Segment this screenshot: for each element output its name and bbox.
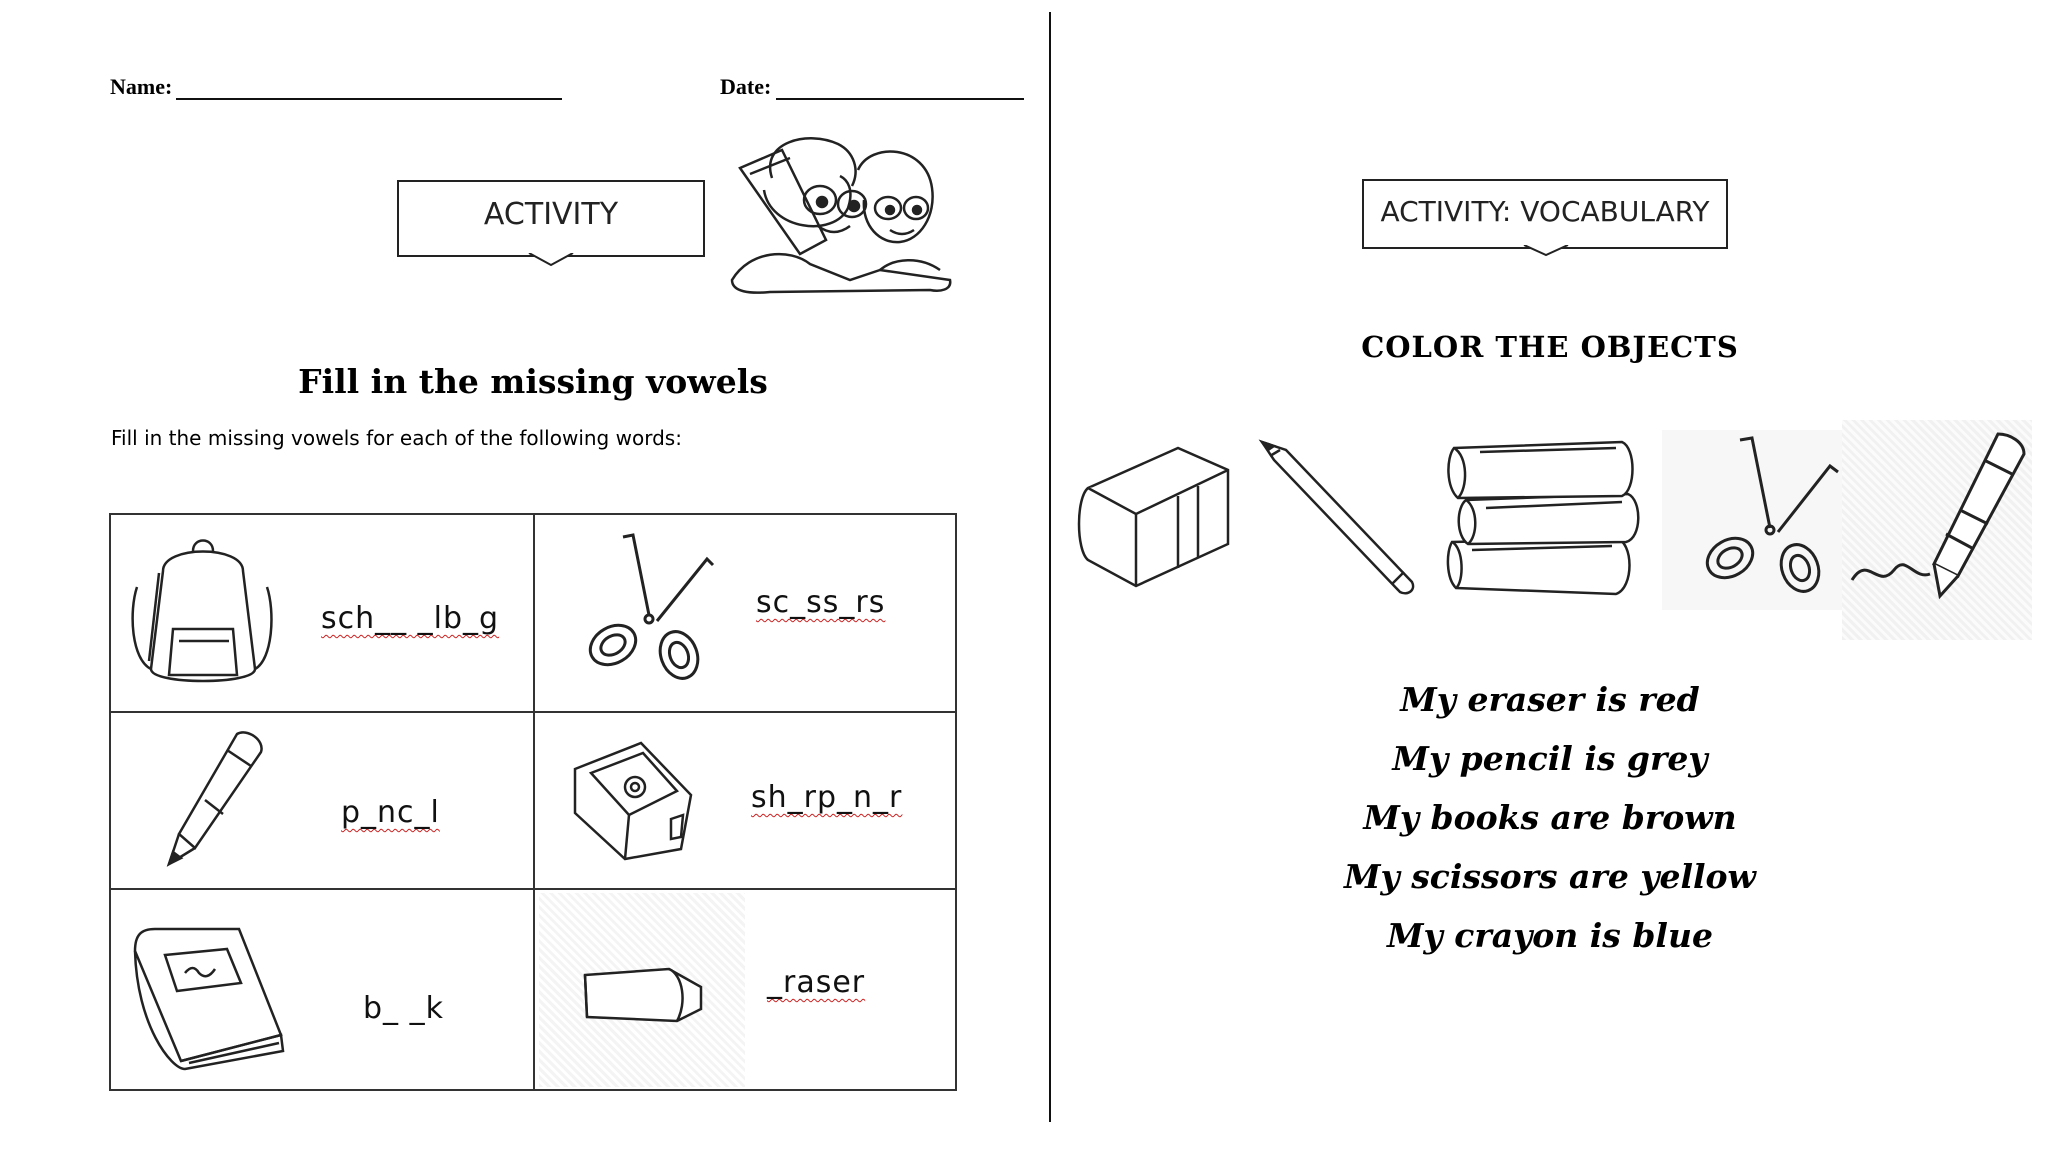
banner-text: ACTIVITY <box>483 197 619 232</box>
word-blank <box>363 991 444 1026</box>
word-text: sc_ss_rs <box>756 585 886 620</box>
page-divider <box>1049 12 1051 1122</box>
date-label: Date: <box>720 74 772 99</box>
eraser-icon <box>581 965 706 1025</box>
scissors-icon <box>1700 436 1842 598</box>
grid-divider <box>111 711 955 713</box>
vocabulary-banner <box>1362 179 1728 249</box>
crayon-icon <box>1848 430 2028 600</box>
activity-banner <box>397 180 705 257</box>
banner-notch <box>399 253 707 269</box>
word-text: sh_rp_n_r <box>751 780 903 815</box>
word-text: b_ _k <box>363 991 444 1026</box>
word-text: sch__ _lb_g <box>321 601 500 636</box>
scissors-icon <box>583 535 718 685</box>
banner-notch <box>1364 245 1730 261</box>
sentence: My scissors are yellow <box>1344 857 1756 896</box>
sentence: My crayon is blue <box>1387 916 1713 955</box>
sentence: My eraser is red <box>1400 680 1700 719</box>
sharpener-icon <box>571 739 696 864</box>
grid-divider <box>111 888 955 890</box>
word-blank <box>751 780 902 815</box>
backpack-icon <box>133 541 273 691</box>
pencil-icon <box>1258 438 1418 598</box>
page-title: Fill in the missing vowels <box>298 362 768 401</box>
grid-divider <box>533 515 535 1089</box>
word-text: _raser <box>767 965 866 1000</box>
sentence: My pencil is grey <box>1392 739 1708 778</box>
instructions: Fill in the missing vowels for each of the following words: <box>111 426 682 450</box>
sentence: My books are brown <box>1363 798 1737 837</box>
book-icon <box>131 925 291 1070</box>
word-blank <box>341 795 440 830</box>
name-field[interactable] <box>176 98 562 100</box>
word-blank <box>767 965 865 1000</box>
pencil-icon <box>161 730 271 870</box>
color-instruction: COLOR THE OBJECTS <box>1361 330 1739 364</box>
date-field[interactable] <box>776 98 1024 100</box>
banner-text: ACTIVITY: VOCABULARY <box>1380 195 1710 228</box>
kids-drawing-icon <box>730 130 955 295</box>
name-label: Name: <box>110 74 173 99</box>
word-blank <box>321 601 499 636</box>
vowel-grid <box>109 513 957 1091</box>
books-icon <box>1446 438 1638 602</box>
word-text: p_nc_l <box>341 795 440 830</box>
eraser-icon <box>1068 440 1230 588</box>
word-blank <box>756 585 885 620</box>
